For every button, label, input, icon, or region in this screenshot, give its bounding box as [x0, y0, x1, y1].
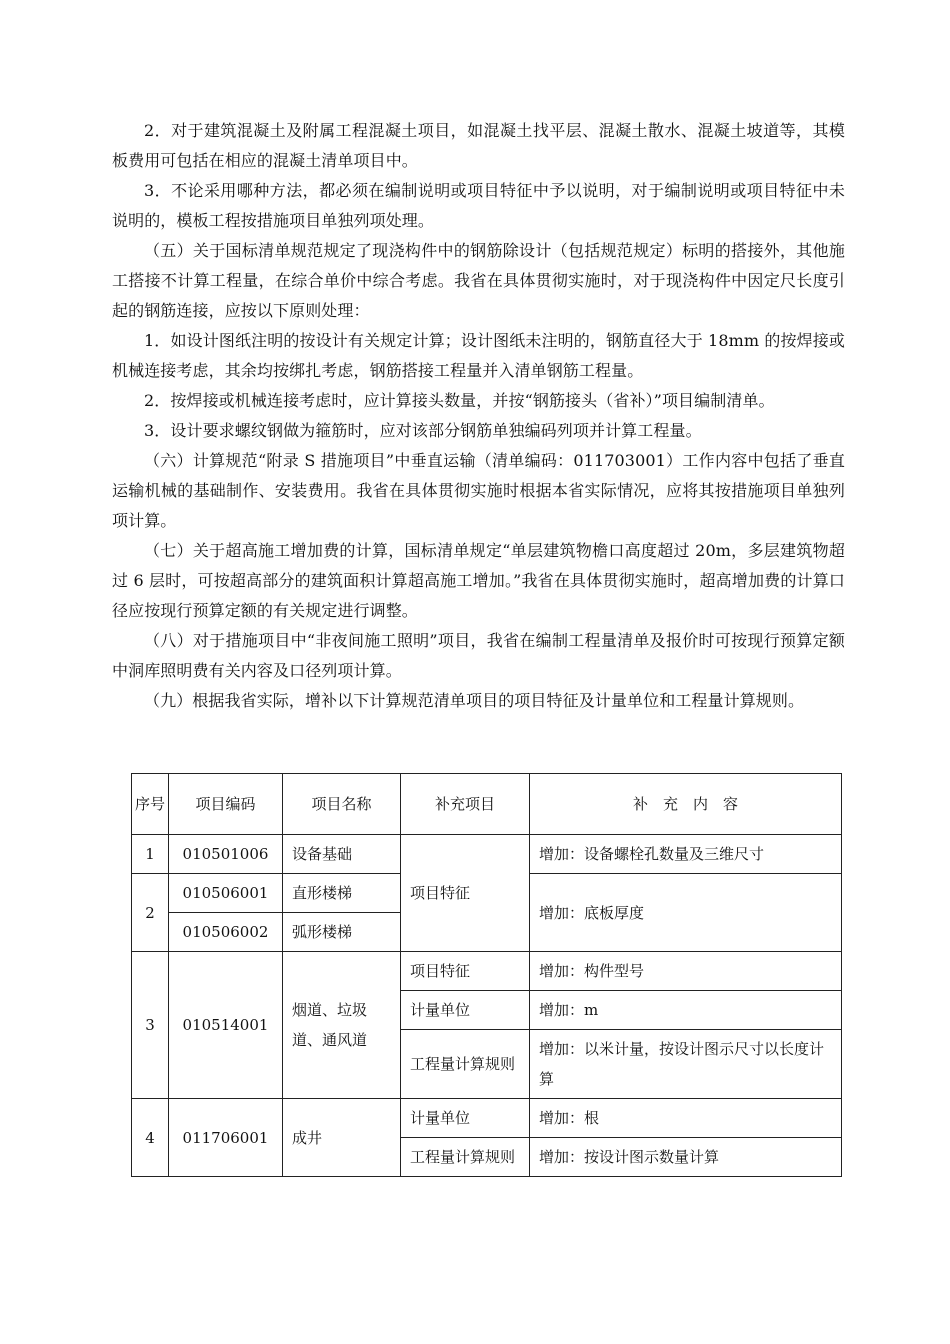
- paragraph-section-5: （五）关于国标清单规范规定了现浇构件中的钢筋除设计（包括规范规定）标明的搭接外，其他施工搭接不计算工程量，在综合单价中综合考虑。我省在具体贯彻实施时，对于现浇构件中因定尺长度引起的钢筋连接，应按以下原则处理：: [112, 241, 845, 320]
- paragraph-section-7: （七）关于超高施工增加费的计算，国标清单规定“单层建筑物檐口高度超过 20m，多层建筑物超过 6 层时，可按超高部分的建筑面积计算超高施工增加。”我省在具体贯彻实施时，超高增加费的计算口径应按现行预算定额的有关规定进行调整。: [112, 541, 845, 620]
- header-content: 补 充 内 容: [530, 774, 842, 835]
- supplement-table: [131, 773, 842, 1177]
- cell-name: 直形楼梯: [283, 874, 401, 913]
- paragraph-rebar-2: 2．按焊接或机械连接考虑时，应计算接头数量，并按“钢筋接头（省补）”项目编制清单。: [144, 391, 775, 410]
- table-row: [132, 835, 842, 874]
- header-name: 项目名称: [283, 774, 401, 835]
- paragraph-section-6: （六）计算规范“附录 S 措施项目”中垂直运输（清单编码：011703001）工作内容中包括了垂直运输机械的基础制作、安装费用。我省在具体贯彻实施时根据本省实际情况，应将其按措施项目单独列项计算。: [112, 451, 845, 530]
- cell-item: 计量单位: [401, 991, 530, 1030]
- cell-name: 设备基础: [283, 835, 401, 874]
- paragraph-method-description: 3．不论采用哪种方法，都必须在编制说明或项目特征中予以说明，对于编制说明或项目特征中未说明的，模板工程按措施项目单独列项处理。: [112, 181, 845, 230]
- cell-name: 弧形楼梯: [283, 913, 401, 952]
- cell-name: 烟道、垃圾道、通风道: [283, 952, 401, 1099]
- cell-code: 010514001: [169, 952, 283, 1099]
- cell-code: 010501006: [169, 835, 283, 874]
- cell-code: 011706001: [169, 1099, 283, 1177]
- header-item: 补充项目: [401, 774, 530, 835]
- cell-content: 增加：以米计量，按设计图示尺寸以长度计算: [530, 1030, 842, 1099]
- cell-seq: 2: [132, 874, 169, 952]
- cell-seq: 3: [132, 952, 169, 1099]
- cell-item: 计量单位: [401, 1099, 530, 1138]
- cell-content: 增加：按设计图示数量计算: [530, 1138, 842, 1177]
- cell-code: 010506002: [169, 913, 283, 952]
- cell-content: 增加：构件型号: [530, 952, 842, 991]
- cell-item: 项目特征: [401, 952, 530, 991]
- header-code: 项目编码: [169, 774, 283, 835]
- cell-seq: 1: [132, 835, 169, 874]
- document-body: [112, 116, 845, 716]
- paragraph-template-formwork: 2．对于建筑混凝土及附属工程混凝土项目，如混凝土找平层、混凝土散水、混凝土坡道等，其模板费用可包括在相应的混凝土清单项目中。: [112, 121, 845, 170]
- cell-seq: 4: [132, 1099, 169, 1177]
- table-row: [132, 1099, 842, 1138]
- cell-item: 工程量计算规则: [401, 1138, 530, 1177]
- cell-item: 工程量计算规则: [401, 1030, 530, 1099]
- cell-content: 增加：底板厚度: [530, 874, 842, 952]
- cell-code: 010506001: [169, 874, 283, 913]
- cell-content: 增加：设备螺栓孔数量及三维尺寸: [530, 835, 842, 874]
- cell-name: 成井: [283, 1099, 401, 1177]
- paragraph-section-8: （八）对于措施项目中“非夜间施工照明”项目，我省在编制工程量清单及报价时可按现行预算定额中洞库照明费有关内容及口径列项计算。: [112, 631, 845, 680]
- cell-content: 增加：根: [530, 1099, 842, 1138]
- header-seq: 序号: [132, 774, 169, 835]
- paragraph-rebar-1: 1．如设计图纸注明的按设计有关规定计算；设计图纸未注明的，钢筋直径大于 18mm 的按焊接或机械连接考虑，其余均按绑扎考虑，钢筋搭接工程量并入清单钢筋工程量。: [112, 331, 845, 380]
- paragraph-rebar-3: 3．设计要求螺纹钢做为箍筋时，应对该部分钢筋单独编码列项并计算工程量。: [144, 421, 702, 440]
- table-header-row: [132, 774, 842, 835]
- table-row: [132, 952, 842, 991]
- cell-content: 增加：m: [530, 991, 842, 1030]
- paragraph-section-9: （九）根据我省实际，增补以下计算规范清单项目的项目特征及计量单位和工程量计算规则。: [144, 691, 805, 710]
- cell-item: 项目特征: [401, 835, 530, 952]
